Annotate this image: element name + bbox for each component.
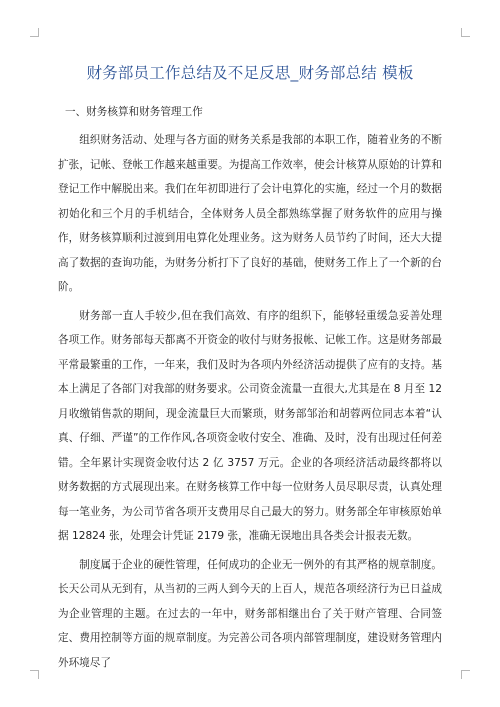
crop-mark-top-right [461,28,470,37]
crop-mark-top-left [30,28,39,37]
document-page [58,62,442,675]
section-heading: 一、财务核算和财务管理工作 [65,106,203,118]
paragraph-3: 制度属于企业的硬性管理，任何成功的企业无一例外的有其严格的规章制度。长天公司从无到有，从当初的三两人到今天的上百人，规范各项经济行为已日益成为企业管理的主题。在过去的一年中，财务部相继出台了关于财产管理、合同签定、费用控制等方面的规章制度。为完善公司各项内部管理制度，建设财务管理内外环境尽了 [58,558,442,669]
crop-mark-bottom-left [30,670,39,679]
paragraph-1: 组织财务活动、处理与各方面的财务关系是我部的本职工作，随着业务的不断扩张，记帐、登帐工作越来越重要。为提高工作效率，使会计核算从原始的计算和登记工作中解脱出来。我们在年初即进行了会计电算化的实施，经过一个月的数据初始化和三个月的手机结合，全体财务人员全都熟练掌握了财务软件的应用与操作，财务核算顺利过渡到用电算化处理业务。这为财务人员节约了时间，还大大提高了数据的查询功能，为财务分析打下了良好的基础，使财务工作上了一个新的台阶。 [58,134,442,293]
document-title: 财务部员工作总结及不足反思_财务部总结 模板 [86,64,414,82]
paragraph-2: 财务部一直人手较少,但在我们高效、有序的组织下，能够轻重缓急妥善处理各项工作。财务部每天都离不开资金的收付与财务报帐、记帐工作。这是财务部最平常最繁重的工作，一年来，我们及时为各项内外经济活动提供了应有的支持。基本上满足了各部门对我部的财务要求。公司资金流量一直很大,尤其是在 8 月至 12 月收缴销售款的期间，现金流量巨大而繁琐，财务部邹治和胡蓉两位同志本着“认真、仔细、严谨”的工作作风,各项资金收付安全、准确、及时，没有出现过任何差错。全年累计实现资金收付达 2 亿 3757 万元。企业的各项经济活动最终都将以财务数据的方式展现出来。在财务核算工作中每一位财务人员尽职尽责，认真处理每一笔业务，为公司节省各项开支费用尽自己最大的努力。财务部全年审核原始单据 12824 张，处理会计凭证 2179 张，准确无误地出具各类会计报表无数。 [58,309,442,542]
crop-mark-bottom-right [461,670,470,679]
